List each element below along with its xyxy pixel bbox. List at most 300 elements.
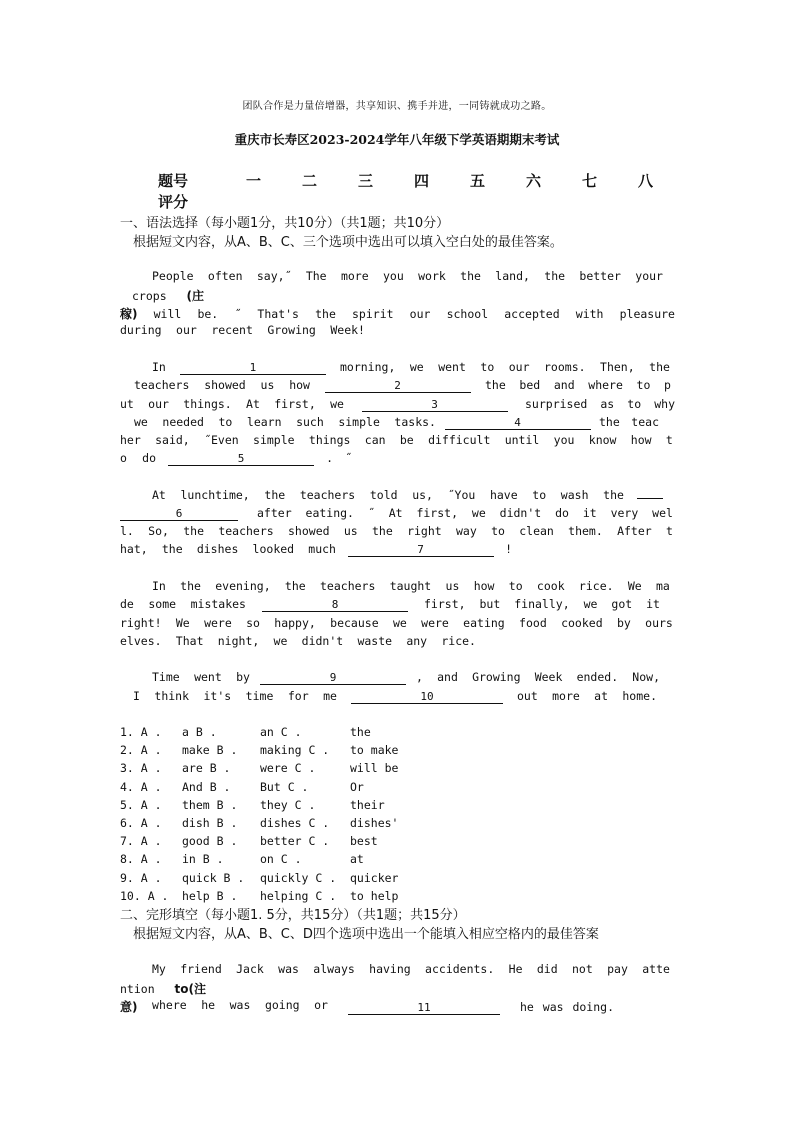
word: he xyxy=(201,998,216,1012)
word: That's xyxy=(257,307,299,321)
word: because xyxy=(330,616,379,630)
word: very xyxy=(610,506,639,520)
section1-heading: 一、语法选择（每小题1分，共10分）（共1题；共10分） xyxy=(120,216,450,231)
word: the xyxy=(372,524,393,538)
word: Week! xyxy=(330,323,365,337)
word-group xyxy=(120,998,328,1015)
question-number: 1. A . xyxy=(120,725,162,739)
word: hat, xyxy=(120,542,148,556)
answer-blank-6-start xyxy=(637,498,663,499)
word: the xyxy=(460,269,481,283)
passage2-line xyxy=(152,962,670,978)
word-group xyxy=(134,378,310,392)
word: at xyxy=(594,689,609,703)
score-col-1: 一 xyxy=(246,172,262,190)
word: during xyxy=(120,323,162,337)
word: cook xyxy=(536,579,565,593)
word: We xyxy=(175,616,190,630)
word: to xyxy=(491,524,505,538)
answer-blank-6[interactable]: 6 xyxy=(120,508,238,521)
word: out xyxy=(517,689,538,703)
word: morning, xyxy=(339,360,396,374)
word: went xyxy=(194,670,222,684)
word: things xyxy=(308,433,351,447)
word: much xyxy=(308,542,336,556)
passage1-line xyxy=(152,670,660,686)
section2-heading: 二、完形填空（每小题1. 5分，共15分）（共1题；共15分） xyxy=(120,908,466,923)
word: atte xyxy=(642,962,670,976)
word: pay xyxy=(607,962,628,976)
word-group xyxy=(133,689,337,703)
word: t xyxy=(666,524,673,538)
word: showed xyxy=(204,378,246,392)
option-text[interactable]: make B . xyxy=(182,743,238,758)
word: bed xyxy=(519,378,541,392)
word: He xyxy=(508,962,523,976)
word: it's xyxy=(203,689,232,703)
question-number: 6. A . xyxy=(120,816,162,830)
word: Growing xyxy=(267,323,316,337)
passage1-line xyxy=(134,378,671,394)
passage1-line xyxy=(120,433,673,449)
word: the xyxy=(649,360,670,374)
word: Jack xyxy=(236,962,264,976)
word: ˝ xyxy=(234,307,242,321)
word: the xyxy=(315,307,336,321)
word: I xyxy=(133,689,140,703)
word: where xyxy=(588,378,623,392)
word: The xyxy=(305,269,327,283)
word: was xyxy=(542,1000,564,1014)
word-group xyxy=(120,451,156,465)
word: but xyxy=(479,597,501,611)
word: having xyxy=(369,962,411,976)
word-group xyxy=(525,397,675,411)
word: more xyxy=(340,269,369,283)
word: In xyxy=(152,360,166,374)
word: as xyxy=(600,397,615,411)
word: how xyxy=(289,378,310,392)
option-text[interactable]: on C . xyxy=(260,852,302,867)
option-text[interactable]: to help xyxy=(350,888,399,903)
word: rice. xyxy=(441,634,476,648)
word: crops xyxy=(132,289,167,303)
word: such xyxy=(296,415,324,429)
exam-title: 重庆市长寿区2023-2024学年八年级下学英语期期末考试 xyxy=(234,132,560,147)
option-text[interactable]: dishes' xyxy=(350,816,399,830)
word: always xyxy=(313,962,355,976)
question-number: 3. A . xyxy=(120,761,162,776)
word: how xyxy=(473,579,495,593)
word: teachers xyxy=(299,488,356,502)
word: evening, xyxy=(215,579,271,593)
answer-blank-4[interactable]: 4 xyxy=(445,417,591,430)
word: waste xyxy=(357,634,393,648)
answer-blank-7[interactable]: 7 xyxy=(348,544,494,557)
question-number: 4. A . xyxy=(120,779,162,794)
word: needed xyxy=(162,415,204,429)
word: some xyxy=(148,597,177,611)
word: by xyxy=(616,616,631,630)
word: So, xyxy=(148,524,169,538)
question-number: 2. A . xyxy=(120,743,162,758)
word: any xyxy=(406,634,428,648)
word: after xyxy=(257,506,292,520)
word: our xyxy=(176,323,197,337)
word: right! xyxy=(120,616,162,630)
passage1-line xyxy=(120,616,673,632)
score-col-6: 六 xyxy=(526,172,542,190)
word: have xyxy=(489,488,518,502)
option-text[interactable]: will be xyxy=(350,761,399,776)
word: your xyxy=(635,269,663,283)
option-text[interactable]: And B . xyxy=(182,779,231,794)
word: dishes xyxy=(196,542,239,556)
option-text[interactable]: helping C . xyxy=(260,888,337,903)
word: lunchtime, xyxy=(180,488,250,502)
word: and xyxy=(553,378,575,392)
word-group xyxy=(257,506,673,520)
word: pleasure xyxy=(619,307,675,321)
word: went xyxy=(438,360,466,374)
option-text[interactable]: in B . xyxy=(182,852,224,867)
word-group xyxy=(152,488,624,502)
word: accidents. xyxy=(425,962,495,976)
option-text[interactable]: quickly C . xyxy=(260,870,337,885)
word: ˝ xyxy=(367,506,375,520)
word: wel xyxy=(652,506,673,520)
word: way xyxy=(456,524,477,538)
word: ˝ xyxy=(345,451,352,465)
word-group xyxy=(120,542,336,556)
word: elves. xyxy=(120,634,162,648)
word: did xyxy=(536,962,558,976)
word-group xyxy=(134,415,436,429)
word: My xyxy=(152,962,166,976)
word: more xyxy=(552,689,580,703)
word: Now, xyxy=(632,670,660,684)
word: Time xyxy=(152,670,180,684)
word: to xyxy=(636,378,651,392)
word: Growing xyxy=(472,670,521,684)
passage2-line xyxy=(120,980,206,996)
word: first, xyxy=(416,506,458,520)
word: going xyxy=(264,998,300,1012)
word: People xyxy=(152,269,194,283)
answer-blank-11[interactable]: 11 xyxy=(348,1002,500,1015)
word: land, xyxy=(495,269,530,283)
option-text[interactable]: quicker xyxy=(350,870,399,885)
word: say,˝ xyxy=(256,269,292,283)
word: rice. xyxy=(578,579,614,593)
word-group xyxy=(416,670,660,684)
word: can xyxy=(364,433,386,447)
word: you xyxy=(553,433,575,447)
word: looked xyxy=(252,542,295,556)
score-col-8: 八 xyxy=(638,172,654,190)
section1-instruction: 根据短文内容，从A、B、C、三个选项中选出可以填入空白处的最佳答案。 xyxy=(133,235,563,250)
word: so xyxy=(246,616,260,630)
word: happy, xyxy=(274,616,316,630)
word: with xyxy=(575,307,604,321)
option-text[interactable]: making C . xyxy=(260,743,330,758)
question-number: 5. A . xyxy=(120,797,162,812)
option-text[interactable]: dish B . xyxy=(182,816,238,830)
score-table-score-label: 评分 xyxy=(158,193,189,211)
word: us xyxy=(445,579,460,593)
answer-blank-10[interactable]: 10 xyxy=(351,691,503,704)
word: why xyxy=(654,397,675,411)
answer-blank-5[interactable]: 5 xyxy=(168,453,314,466)
passage1-line xyxy=(120,323,365,339)
word: At xyxy=(152,488,166,502)
word: cooked xyxy=(561,616,603,630)
word: do xyxy=(142,451,156,465)
word: l. xyxy=(120,524,134,538)
option-text[interactable]: the xyxy=(350,725,371,739)
option-text[interactable]: help B . xyxy=(182,888,238,903)
word: know xyxy=(588,433,617,447)
word: night, xyxy=(217,634,260,648)
word: got xyxy=(611,597,633,611)
word: At xyxy=(246,397,260,411)
word: ended. xyxy=(576,670,619,684)
word: showed xyxy=(288,524,330,538)
word: were xyxy=(204,616,232,630)
option-text[interactable]: their xyxy=(350,797,385,812)
word: to xyxy=(532,488,547,502)
score-col-4: 四 xyxy=(414,172,430,190)
word: Week xyxy=(534,670,563,684)
word-group xyxy=(340,360,670,374)
word: we xyxy=(134,415,148,429)
word: the xyxy=(161,542,183,556)
option-text[interactable]: But C . xyxy=(260,779,309,794)
passage1-line xyxy=(120,542,512,558)
score-col-3: 三 xyxy=(358,172,374,190)
word: to xyxy=(627,397,642,411)
question-number: 10. A . xyxy=(120,888,169,903)
word: it xyxy=(646,597,660,611)
word: clean xyxy=(519,524,554,538)
word: recent xyxy=(211,323,253,337)
word-group xyxy=(599,415,659,429)
answer-blank-1[interactable]: 1 xyxy=(180,362,326,375)
word: right xyxy=(407,524,442,538)
word: eating. xyxy=(305,506,354,520)
option-text[interactable]: at xyxy=(350,852,364,867)
word: ours xyxy=(645,616,673,630)
word: was xyxy=(229,998,251,1012)
word: spirit xyxy=(352,307,394,321)
word: the xyxy=(544,269,566,283)
word: often xyxy=(207,269,243,283)
word: accepted xyxy=(504,307,560,321)
question-number: 8. A . xyxy=(120,852,162,867)
word: we xyxy=(330,397,344,411)
word: the xyxy=(264,488,286,502)
word: it xyxy=(582,506,597,520)
word: be. xyxy=(197,307,219,321)
passage1-line xyxy=(120,524,673,540)
answer-blank-8[interactable]: 8 xyxy=(262,599,408,612)
passage1-line xyxy=(152,488,663,504)
word: teachers xyxy=(218,524,274,538)
word: first, xyxy=(274,397,316,411)
word: tasks. xyxy=(394,415,436,429)
word-group xyxy=(485,378,671,392)
word: 意) xyxy=(120,1000,138,1014)
option-text[interactable]: best xyxy=(350,834,378,849)
word: we xyxy=(409,360,424,374)
section2-instruction: 根据短文内容，从A、B、C、D四个选项中选出一个能填入相应空格内的最佳答案 xyxy=(133,927,599,942)
option-text[interactable]: are B . xyxy=(182,761,231,776)
word: us xyxy=(260,378,275,392)
word: be xyxy=(399,433,414,447)
word: was xyxy=(278,962,299,976)
word: . xyxy=(326,451,333,465)
passage1-line xyxy=(120,397,675,413)
word: for xyxy=(287,689,309,703)
word: to xyxy=(480,360,495,374)
word: ut xyxy=(120,397,134,411)
word: our xyxy=(409,307,431,321)
word: will xyxy=(153,307,182,321)
option-text[interactable]: a B . xyxy=(182,725,217,739)
score-table-row-label: 题号 xyxy=(158,172,189,190)
word-group xyxy=(120,597,246,611)
word-group xyxy=(120,397,344,411)
word: us xyxy=(343,524,358,538)
word: them. xyxy=(568,524,603,538)
option-text[interactable]: dishes C . xyxy=(260,816,330,830)
word: to(注 xyxy=(174,982,206,996)
word: teac xyxy=(631,415,659,429)
word-group xyxy=(152,670,250,684)
word: and xyxy=(437,670,458,684)
word: didn't xyxy=(499,506,542,520)
word: rooms. xyxy=(544,360,586,374)
word: the xyxy=(485,378,506,392)
word: mistakes xyxy=(190,597,246,611)
word: simple xyxy=(253,433,295,447)
word: ma xyxy=(656,579,670,593)
word: said, xyxy=(155,433,190,447)
passage1-line xyxy=(120,451,352,467)
passage1-line xyxy=(152,579,670,595)
word: the xyxy=(603,488,624,502)
word: ntion xyxy=(120,982,155,996)
option-text[interactable]: they C . xyxy=(260,797,316,812)
word: the xyxy=(599,415,620,429)
word: finally, xyxy=(514,597,570,611)
option-text[interactable]: good B . xyxy=(182,834,238,849)
score-col-7: 七 xyxy=(582,172,598,190)
word: surprised xyxy=(525,397,588,411)
word: or xyxy=(314,998,328,1012)
word: were xyxy=(421,616,449,630)
word: wash xyxy=(560,488,589,502)
passage1-line xyxy=(120,305,675,321)
header-motto: 团队合作是力量倍增器，共享知识、携手并进，一同铸就成功之路。 xyxy=(242,101,552,112)
word-group xyxy=(424,597,660,611)
word: ˝Even xyxy=(204,433,239,447)
word: simple xyxy=(338,415,380,429)
option-text[interactable]: an C . xyxy=(260,725,302,739)
passage1-line xyxy=(134,415,659,431)
word: friend xyxy=(180,962,222,976)
word: teachers xyxy=(134,378,190,392)
word: the xyxy=(183,524,205,538)
word: me xyxy=(323,689,337,703)
word: us, xyxy=(412,488,433,502)
word: where xyxy=(152,998,187,1012)
word: not xyxy=(571,962,593,976)
word: That xyxy=(175,634,204,648)
word: learn xyxy=(246,415,282,429)
word: to xyxy=(508,579,523,593)
word: We xyxy=(627,579,642,593)
passage1-line xyxy=(120,634,476,650)
word: her xyxy=(120,433,141,447)
word: work xyxy=(418,269,446,283)
word: p xyxy=(664,378,671,392)
word: teachers xyxy=(320,579,376,593)
passage1-line xyxy=(133,689,657,705)
option-text[interactable]: them B . xyxy=(182,797,238,812)
word: food xyxy=(519,616,547,630)
word: until xyxy=(504,433,540,447)
option-text[interactable]: to make xyxy=(350,743,399,758)
word: we xyxy=(273,634,288,648)
word: didn't xyxy=(301,634,344,648)
word: the xyxy=(284,579,306,593)
word: we xyxy=(392,616,407,630)
word: After xyxy=(617,524,652,538)
word: by xyxy=(236,670,250,684)
word: first, xyxy=(424,597,466,611)
option-text[interactable]: were C . xyxy=(260,761,316,776)
word: things. xyxy=(183,397,232,411)
option-text[interactable]: quick B . xyxy=(182,870,245,885)
passage1-line xyxy=(132,287,204,303)
word: you xyxy=(383,269,404,283)
answer-blank-2[interactable]: 2 xyxy=(325,380,471,393)
word: better xyxy=(579,269,621,283)
word: told xyxy=(369,488,398,502)
word: At xyxy=(388,506,403,520)
option-text[interactable]: Or xyxy=(350,779,364,794)
word: difficult xyxy=(428,433,491,447)
word: ˝You xyxy=(447,488,476,502)
question-number: 7. A . xyxy=(120,834,162,849)
word: ! xyxy=(505,542,512,556)
word: do xyxy=(555,506,569,520)
word: time xyxy=(245,689,274,703)
word: de xyxy=(120,597,134,611)
word: 稼) xyxy=(120,307,138,321)
word: think xyxy=(154,689,190,703)
answer-blank-9[interactable]: 9 xyxy=(260,672,406,685)
answer-blank-3[interactable]: 3 xyxy=(362,399,508,412)
word: he xyxy=(520,1000,534,1014)
passage1-line xyxy=(120,506,673,522)
word: school xyxy=(446,307,489,321)
option-text[interactable]: better C . xyxy=(260,834,330,849)
word: taught xyxy=(389,579,432,593)
word-group xyxy=(517,689,657,703)
word: In xyxy=(152,579,166,593)
